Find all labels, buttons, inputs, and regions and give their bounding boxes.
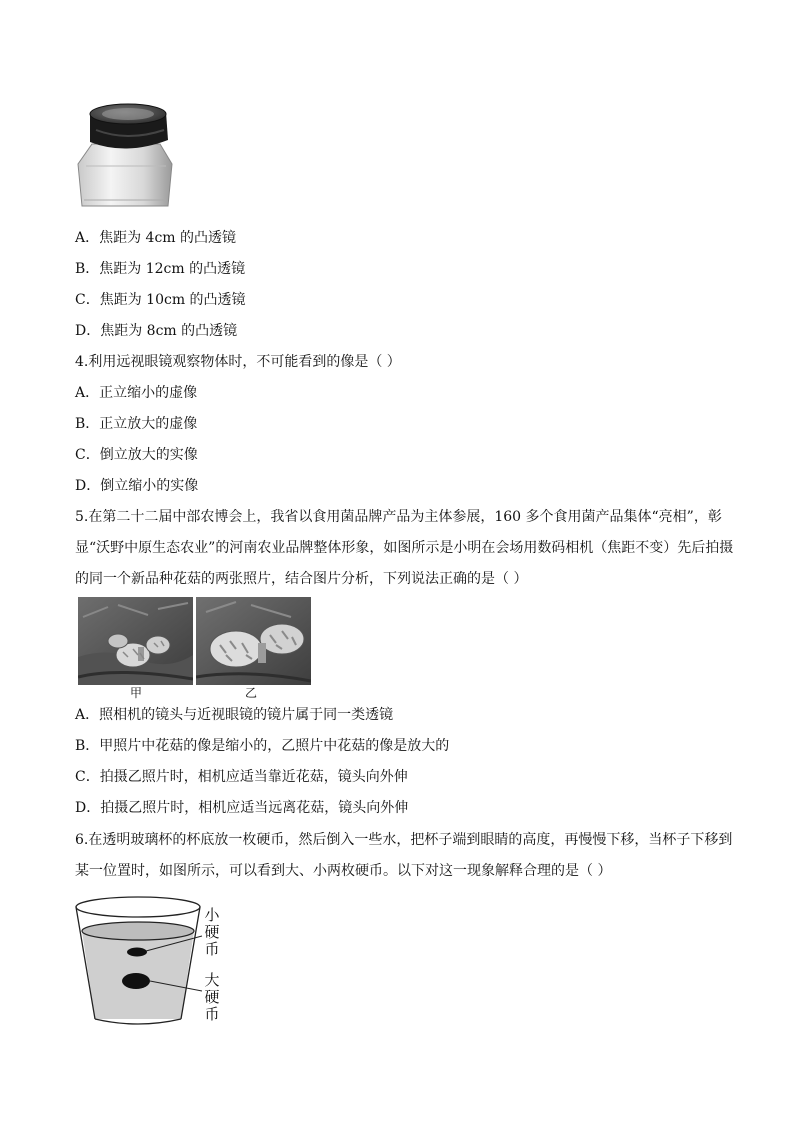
label-small-coin: 小硬币 <box>204 906 220 958</box>
mushroom-photo-yi <box>196 597 311 685</box>
q5-option-a[interactable]: A．照相机的镜头与近视眼镜的镜片属于同一类透镜 <box>75 707 394 723</box>
q3-option-c[interactable]: C．焦距为 10cm 的凸透镜 <box>75 292 246 308</box>
mushroom-photo-jia <box>78 597 193 685</box>
q4-option-b[interactable]: B．正立放大的虚像 <box>75 416 198 432</box>
label-large-coin: 大硬币 <box>204 971 220 1023</box>
q4-option-c[interactable]: C．倒立放大的实像 <box>75 447 198 463</box>
q3-option-a[interactable]: A．焦距为 4cm 的凸透镜 <box>75 230 237 246</box>
q5-stem: 5.在第二十二届中部农博会上，我省以食用菌品牌产品为主体参展，160 多个食用菌产品集体“亮相”，彰显“沃野中原生态农业”的河南农业品牌整体形象，如图所示是小明在会场用数码相机（焦距不变）先后拍摄的同一个新品种花菇的两张照片，结合图片分析，下列说法正确的是（ ） <box>75 509 734 587</box>
q3-option-b[interactable]: B．焦距为 12cm 的凸透镜 <box>75 261 246 277</box>
q3-option-d[interactable]: D．焦距为 8cm 的凸透镜 <box>75 323 238 339</box>
caption-jia: 甲 <box>130 686 143 700</box>
q5-option-d[interactable]: D．拍摄乙照片时，相机应适当远离花菇，镜头向外伸 <box>75 800 409 816</box>
caption-yi: 乙 <box>245 686 258 700</box>
q6-stem: 6.在透明玻璃杯的杯底放一枚硬币，然后倒入一些水，把杯子端到眼睛的高度，再慢慢下移，当杯子下移到某一位置时，如图所示，可以看到大、小两枚硬币。以下对这一现象解释合理的是（ ） <box>75 832 733 879</box>
q5-option-b[interactable]: B．甲照片中花菇的像是缩小的，乙照片中花菇的像是放大的 <box>75 738 450 754</box>
q4-option-d[interactable]: D．倒立缩小的实像 <box>75 478 199 494</box>
glass-coin-diagram <box>74 893 204 1029</box>
q5-option-c[interactable]: C．拍摄乙照片时，相机应适当靠近花菇，镜头向外伸 <box>75 769 408 785</box>
magnifier-photo <box>76 100 174 212</box>
q4-option-a[interactable]: A．正立缩小的虚像 <box>75 385 198 401</box>
large-coin <box>122 973 150 989</box>
q4-stem: 4.利用远视眼镜观察物体时，不可能看到的像是（ ） <box>75 354 401 370</box>
small-coin <box>127 948 147 957</box>
